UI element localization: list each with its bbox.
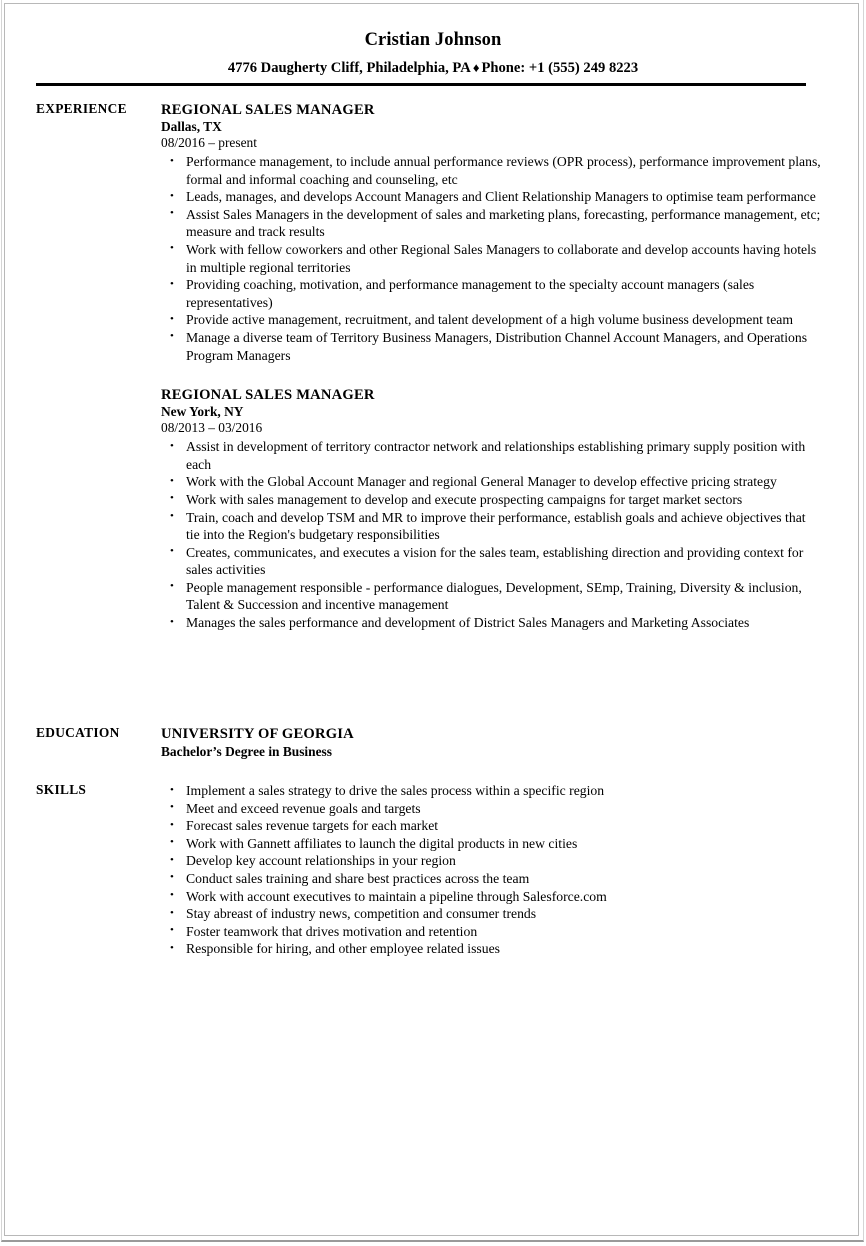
skills-list [161,782,821,958]
list-item: • Manage a diverse team of Territory Business Managers, Distribution Channel Account Managers, and Operations Program Managers [161,329,821,364]
contact-line [0,60,866,77]
experience-body [161,101,821,632]
section-label-experience: EXPERIENCE [36,101,127,116]
job-location: Dallas, TX [161,119,222,134]
list-item: • Performance management, to include annual performance reviews (OPR process), performance improvement plans, formal and informal coaching and counseling, etc [161,153,821,188]
list-item: • Work with sales management to develop and execute prospecting campaigns for target market sectors [161,491,821,509]
list-item: • Providing coaching, motivation, and performance management to the specialty account managers (sales representatives) [161,276,821,311]
list-item: • Provide active management, recruitment, and talent development of a high volume business development team [161,311,821,329]
job-dates: 08/2013 – 03/2016 [161,420,263,436]
skills-body [161,782,821,958]
list-item: • Conduct sales training and share best practices across the team [161,870,821,888]
job-entry-2 [161,386,821,632]
list-item: • Foster teamwork that drives motivation and retention [161,923,821,941]
list-item: • Forecast sales revenue targets for each market [161,817,821,835]
job-responsibility-list [161,438,821,632]
section-label-skills: SKILLS [36,782,87,797]
job-responsibility-list [161,153,821,364]
contact-address: 4776 Daugherty Cliff, Philadelphia, PA [227,60,471,76]
list-item: • Train, coach and develop TSM and MR to improve their performance, establish goals and achieve objectives that tie into the Region's budgetary responsibilities [161,509,821,544]
list-item: • People management responsible - performance dialogues, Development, SEmp, Training, Diversity & inclusion, Talent & Succession and incentive management [161,579,821,614]
list-item: • Work with Gannett affiliates to launch the digital products in new cities [161,835,821,853]
list-item: • Work with the Global Account Manager and regional General Manager to develop effective pricing strategy [161,473,821,491]
job-location: New York, NY [161,404,244,420]
list-item: • Assist in development of territory contractor network and relationships establishing primary supply position with each [161,438,821,473]
candidate-name: Cristian Johnson [364,30,502,50]
list-item: • Assist Sales Managers in the development of sales and marketing plans, forecasting, performance management, etc; measure and track results [161,206,821,241]
list-item: • Develop key account relationships in your region [161,852,821,870]
list-item: • Implement a sales strategy to drive the sales process within a specific region [161,782,821,800]
list-item: • Stay abreast of industry news, competition and consumer trends [161,905,821,923]
job-title: REGIONAL SALES MANAGER [161,102,375,118]
list-item: • Leads, manages, and develops Account Managers and Client Relationship Managers to optimise team performance [161,188,821,206]
education-body [161,725,821,760]
job-title: REGIONAL SALES MANAGER [161,387,375,404]
list-item: • Manages the sales performance and development of District Sales Managers and Marketing Associates [161,614,821,632]
contact-phone: Phone: +1 (555) 249 8223 [481,60,639,76]
job-dates: 08/2016 – present [161,135,257,150]
diamond-separator-icon: ♦ [472,60,480,75]
job-entry-1 [161,101,821,364]
section-label-education: EDUCATION [36,725,120,740]
header-divider [36,83,806,86]
list-item: • Meet and exceed revenue goals and targets [161,800,821,818]
list-item: • Work with fellow coworkers and other Regional Sales Managers to collaborate and develop accounts having hotels in multiple regional territories [161,241,821,276]
list-item: • Work with account executives to maintain a pipeline through Salesforce.com [161,888,821,906]
education-school: UNIVERSITY OF GEORGIA [161,726,354,742]
list-item: • Responsible for hiring, and other employee related issues [161,940,821,958]
list-item: • Creates, communicates, and executes a vision for the sales team, establishing direction and providing context for sales activities [161,544,821,579]
education-degree: Bachelor’s Degree in Business [161,744,332,759]
